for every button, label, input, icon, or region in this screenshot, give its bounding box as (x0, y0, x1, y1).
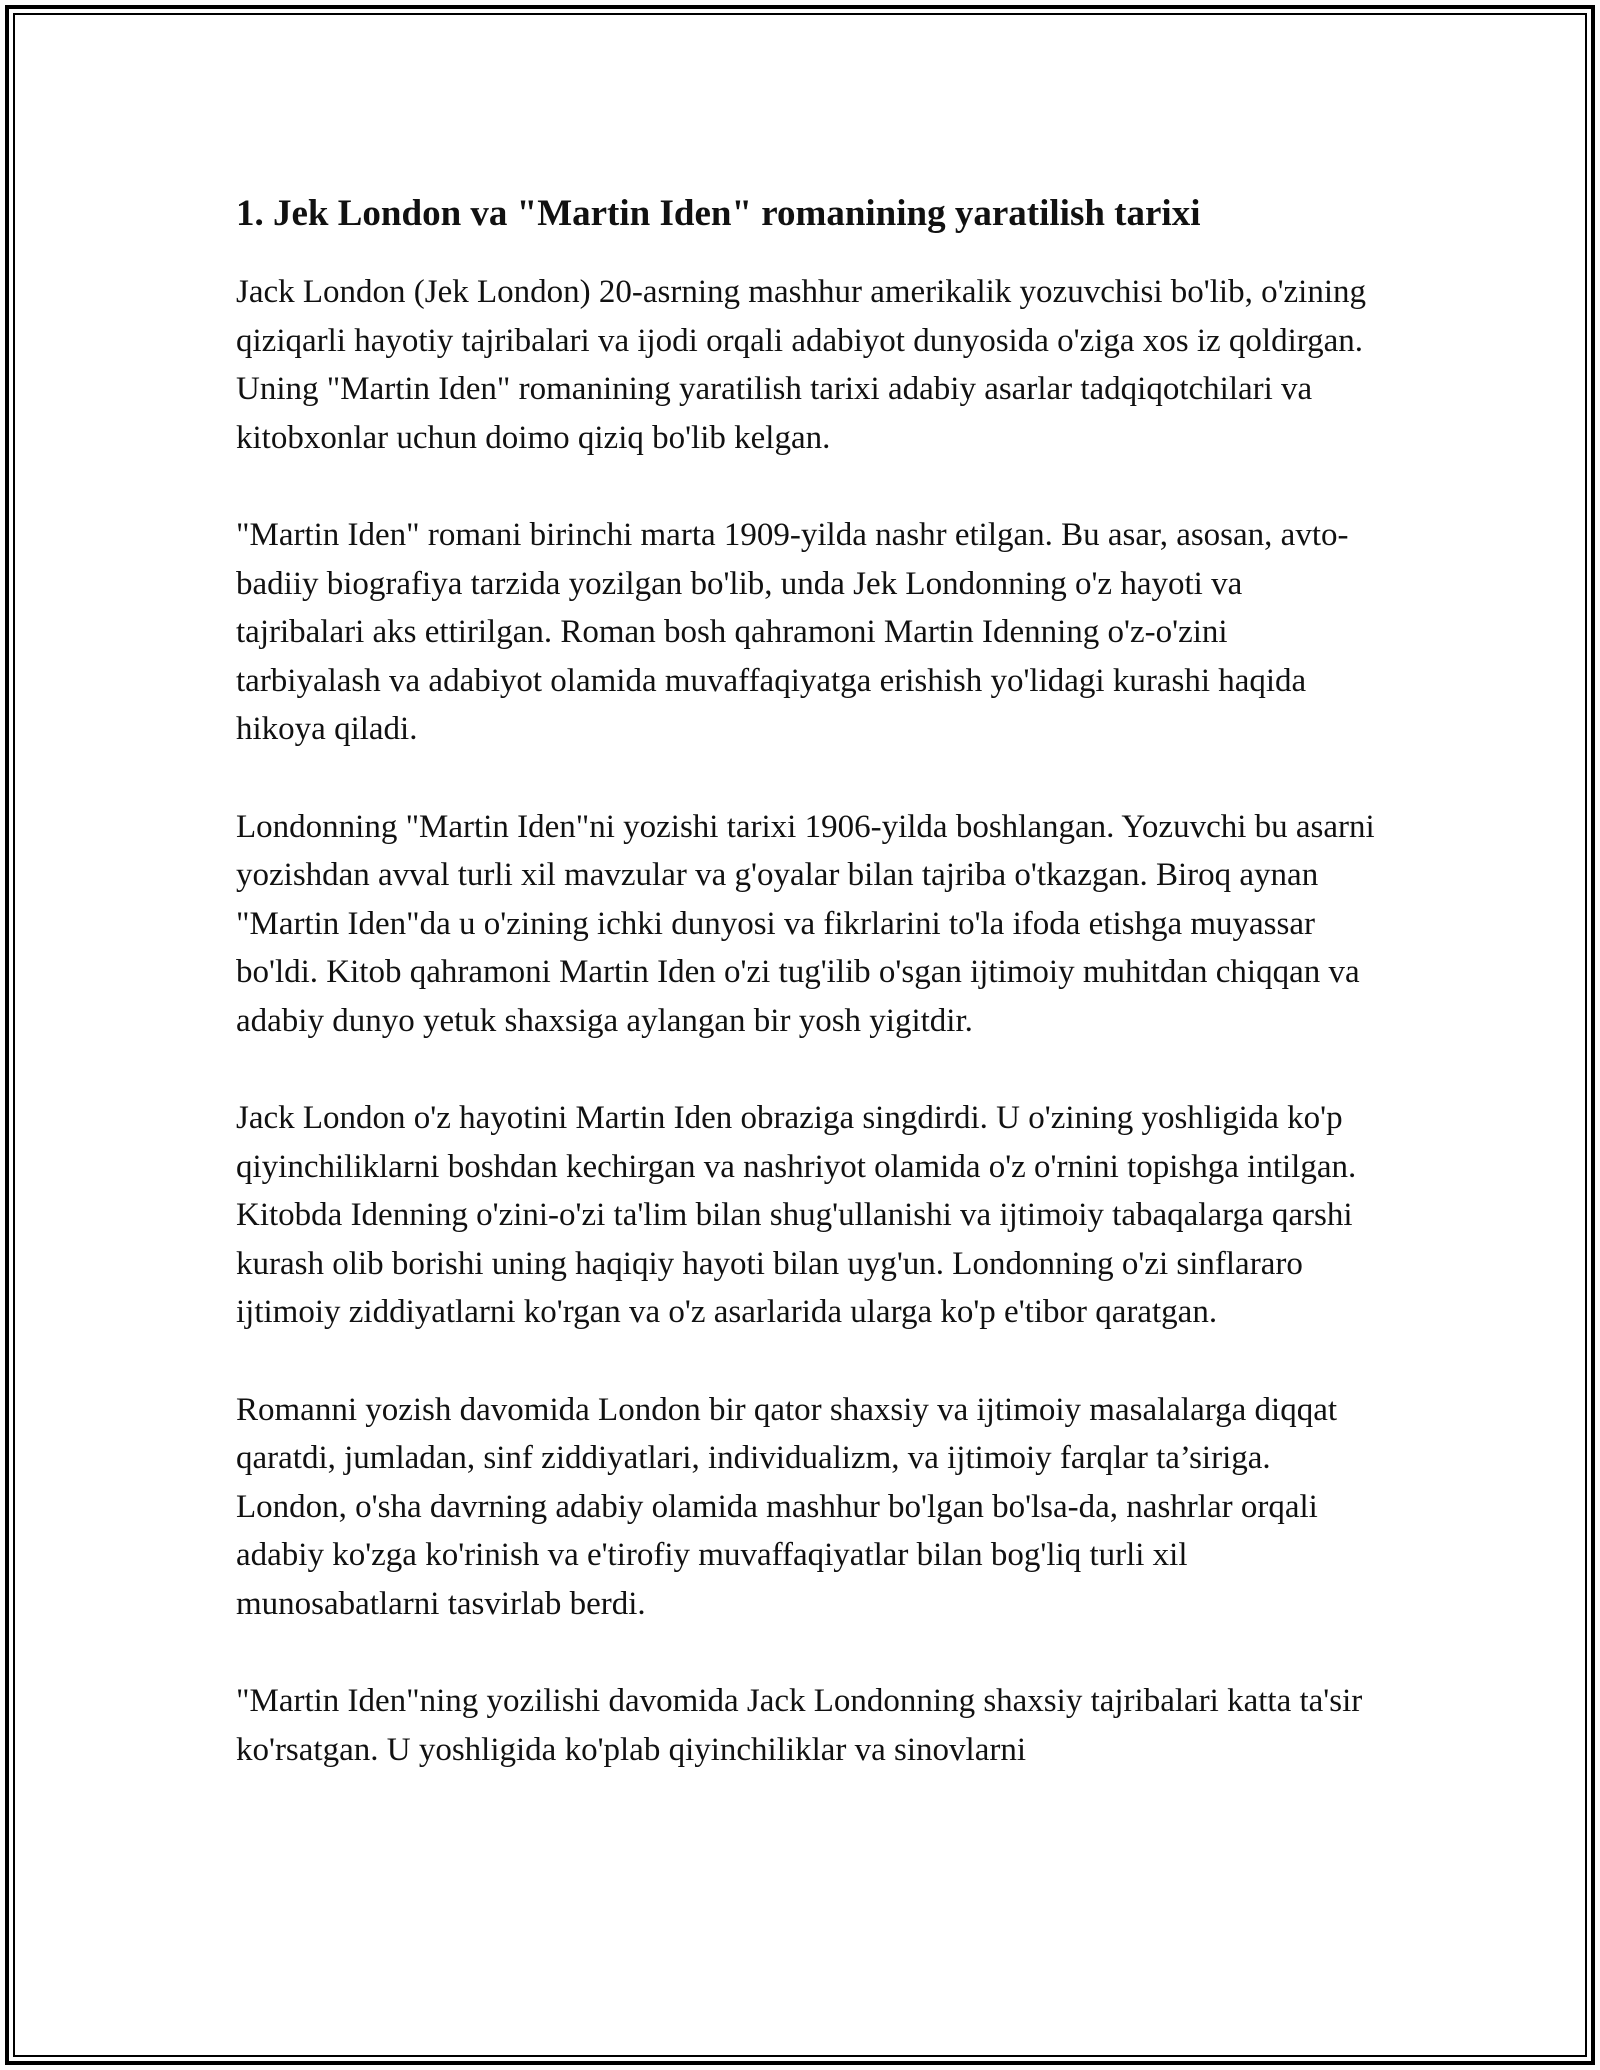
document-body (236, 186, 1376, 1823)
paragraph-6: "Martin Iden"ning yozilishi davomida Jack Londonning shaxsiy tajribalari katta ta'sir ko'rsatgan. U yoshligida ko'plab qiyinchiliklar va sinovlarni (236, 1683, 1363, 1768)
paragraph-5: Romanni yozish davomida London bir qator shaxsiy va ijtimoiy masalalarga diqqat qaratdi, jumladan, sinf ziddiyatlari, individualizm, va ijtimoiy farqlar ta’siriga. London, o'sha davrning adabiy olamida mashhur bo'lgan bo'lsa-da, nashrlar orqali adabiy ko'zga ko'rinish va e'tirofiy muvaffaqiyatlar bilan bog'liq turli xil munosabatlarni tasvirlab berdi. (236, 1391, 1338, 1622)
paragraph-2: "Martin Iden" romani birinchi marta 1909-yilda nashr etilgan. Bu asar, asosan, avto-badiiy biografiya tarzida yozilgan bo'lib, unda Jek Londonning o'z hayoti va tajribalari aks ettirilgan. Roman bosh qahramoni Martin Idenning o'z-o'zini tarbiyalash va adabiyot olamida muvaffaqiyatga erishish yo'lidagi kurashi haqida hikoya qiladi. (236, 517, 1349, 747)
paragraph-4: Jack London o'z hayotini Martin Iden obraziga singdirdi. U o'zining yoshligida ko'p qiyinchiliklarni boshdan kechirgan va nashriyot olamida o'z o'rnini topishga intilgan. Kitobda Idenning o'zini-o'zi ta'lim bilan shug'ullanishi va ijtimoiy tabaqalarga qarshi kurash olib borishi uning haqiqiy hayoti bilan uyg'un. Londonning o'zi sinflararo ijtimoiy ziddiyatlarni ko'rgan va o'z asarlarida ularga ko'p e'tibor qaratgan. (236, 1100, 1357, 1330)
section-heading: 1. Jek London va "Martin Iden" romanining yaratilish tarixi (236, 193, 1201, 234)
paragraph-3: Londonning "Martin Iden"ni yozishi tarixi 1906-yilda boshlangan. Yozuvchi bu asarni yozishdan avval turli xil mavzular va g'oyalar bilan tajriba o'tkazgan. Biroq aynan "Martin Iden"da u o'zining ichki dunyosi va fikrlarini to'la ifoda etishga muyassar bo'ldi. Kitob qahramoni Martin Iden o'zi tug'ilib o'sgan ijtimoiy muhitdan chiqqan va adabiy dunyo yetuk shaxsiga aylangan bir yosh yigitdir. (236, 808, 1375, 1039)
paragraph-1: Jack London (Jek London) 20-asrning mashhur amerikalik yozuvchisi bo'lib, o'zining qiziqarli hayotiy tajribalari va ijodi orqali adabiyot dunyosida o'ziga xos iz qoldirgan. Uning "Martin Iden" romanining yaratilish tarixi adabiy asarlar tadqiqotchilari va kitobxonlar uchun doimo qiziq bo'lib kelgan. (236, 274, 1366, 456)
